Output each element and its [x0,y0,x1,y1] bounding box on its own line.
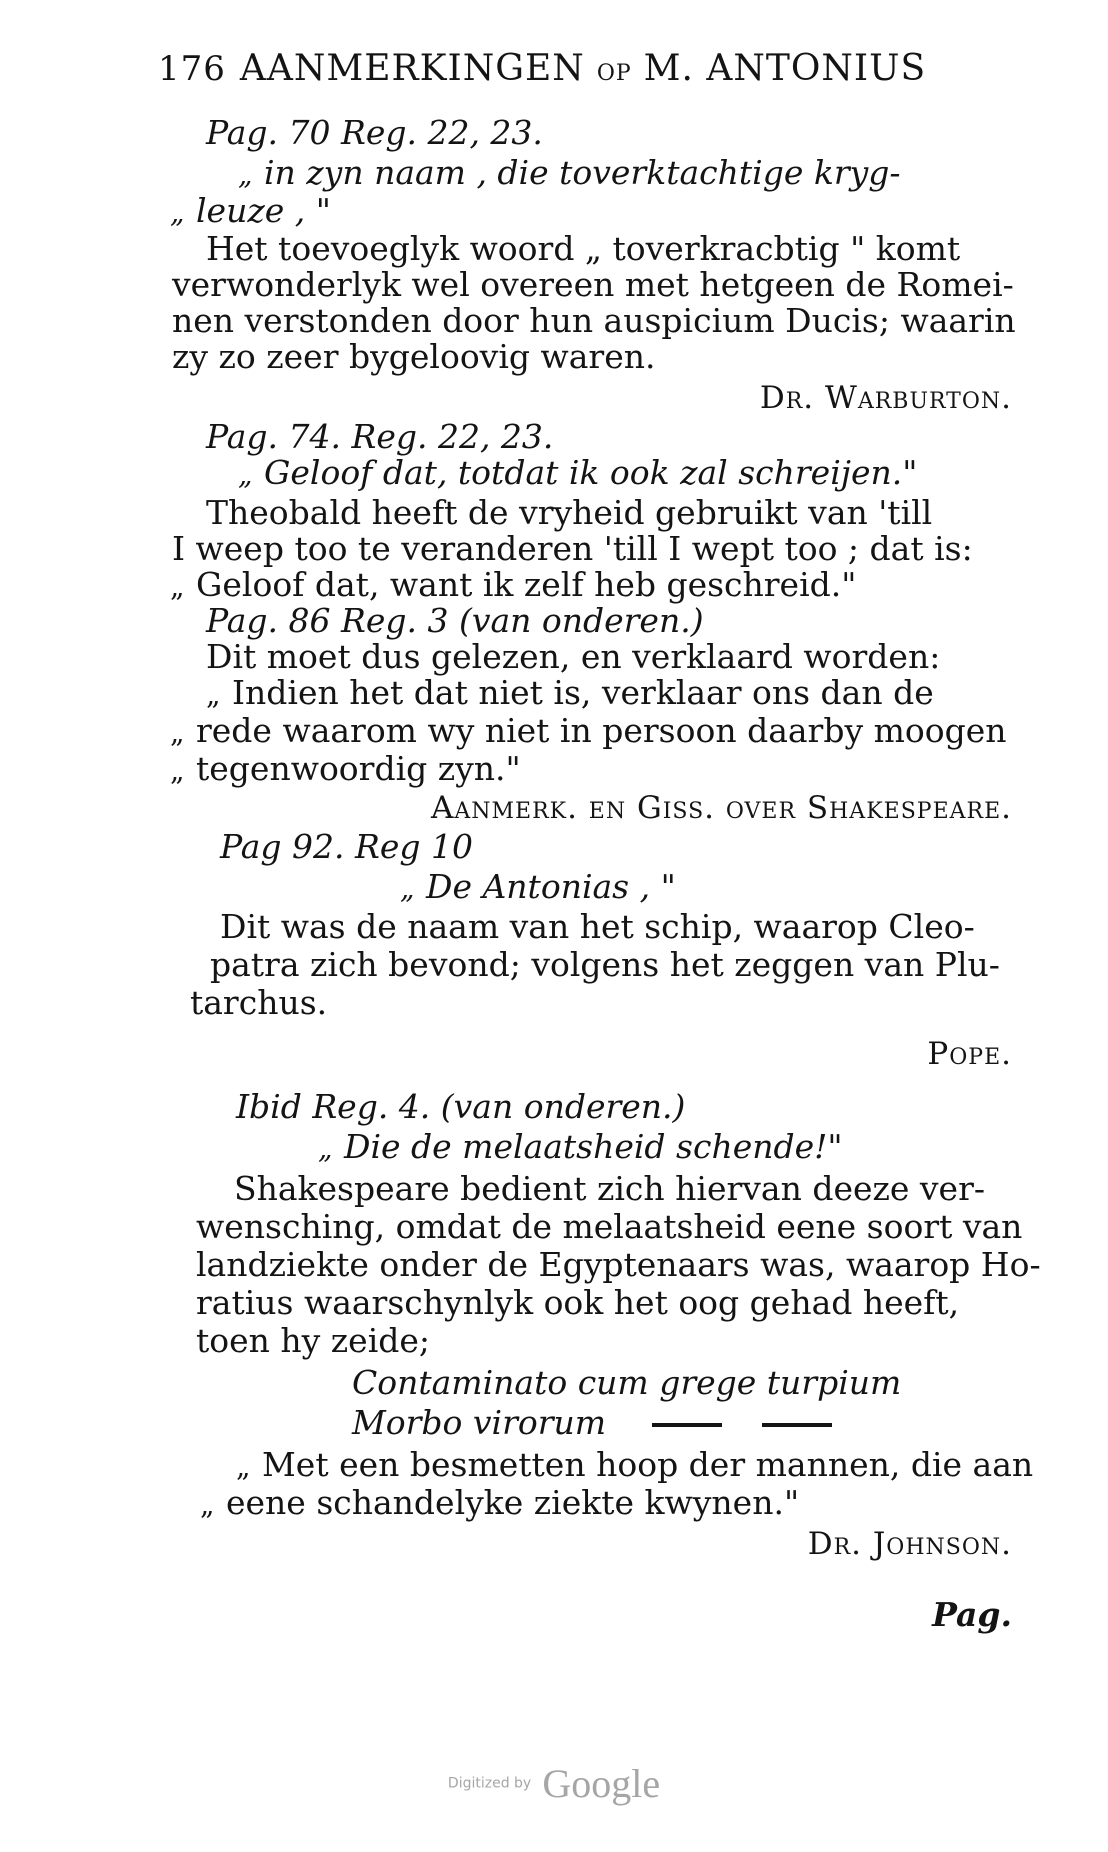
body-line: Shakespeare bedient zich hiervan deeze ver- [234,1169,986,1208]
signature: Dr. Johnson. [807,1526,1012,1562]
body-line: Theobald heeft de vryheid gebruikt van 'till [206,493,933,532]
quote-line: „ Die de melaatsheid schende!" [318,1127,843,1166]
signature: Pope. [927,1036,1012,1072]
body-line: nen verstonden door hun auspicium Ducis; waarin [172,301,1016,340]
running-title-right: M. ANTONIUS [643,48,927,89]
body-line: „ Geloof dat, want ik zelf heb geschreid." [170,565,857,604]
latin-verse: Morbo virorum [352,1406,1108,1439]
quote-line: „ De Antonias , " [400,867,676,906]
body-line: I weep too te veranderen 'till I wept too ; dat is: [172,529,973,568]
body-line: ratius waarschynlyk ook het oog gehad heeft, [196,1283,960,1322]
watermark-logo: Google [542,1761,661,1806]
translation-line: „ eene schandelyke ziekte kwynen." [200,1483,800,1522]
body-line: tarchus. [190,983,328,1022]
body-line: „ rede waarom wy niet in persoon daarby moogen [170,711,1007,750]
dash-rule [762,1423,832,1427]
body-line: patra zich bevond; volgens het zeggen van Plu- [210,945,1000,984]
note-ref: Pag. 70 Reg. 22, 23. [206,113,543,152]
quote-line: „ in zyn naam , die toverktachtige kryg- [238,153,901,192]
body-line: zy zo zeer bygeloovig waren. [172,337,656,376]
body-line: landziekte onder de Egyptenaars was, waarop Ho- [196,1245,1041,1284]
dash-rule [652,1423,722,1427]
page-number: 176 [158,49,226,89]
body-line: toen hy zeide; [196,1321,431,1360]
note-ref: Pag. 86 Reg. 3 (van onderen.) [206,601,704,640]
body-line: „ Indien het dat niet is, verklaar ons dan de [206,673,934,712]
signature: Dr. Warburton. [759,380,1012,416]
body-line: Dit moet dus gelezen, en verklaard worden: [206,637,941,676]
note-ref: Ibid Reg. 4. (van onderen.) [236,1087,686,1126]
body-line: Het toevoeglyk woord „ toverkracbtig " komt [206,229,961,268]
page-header [158,48,978,89]
quote-line: „ Geloof dat, totdat ik ook zal schreijen." [238,453,918,492]
body-line: Dit was de naam van het schip, waarop Cleo- [220,907,975,946]
running-title-op: OP [596,61,632,86]
body-line: verwonderlyk wel overeen met hetgeen de Romei- [172,265,1014,304]
catchword: Pag. [932,1595,1012,1634]
digitized-watermark [0,1760,1108,1807]
quote-line: „ leuze , " [170,191,331,230]
body-line: wensching, omdat de melaatsheid eene soort van [196,1207,1023,1246]
translation-line: „ Met een besmetten hoop der mannen, die aan [236,1445,1034,1484]
running-title-left: AANMERKINGEN [239,48,585,89]
watermark-prefix: Digitized by [447,1775,532,1792]
signature: Aanmerk. en Giss. over Shakespeare. [430,790,1012,826]
body-line: „ tegenwoordig zyn." [170,749,521,788]
note-ref: Pag. 74. Reg. 22, 23. [206,417,554,456]
note-ref: Pag 92. Reg 10 [220,827,473,866]
latin-verse: Contaminato cum grege turpium [352,1363,902,1402]
